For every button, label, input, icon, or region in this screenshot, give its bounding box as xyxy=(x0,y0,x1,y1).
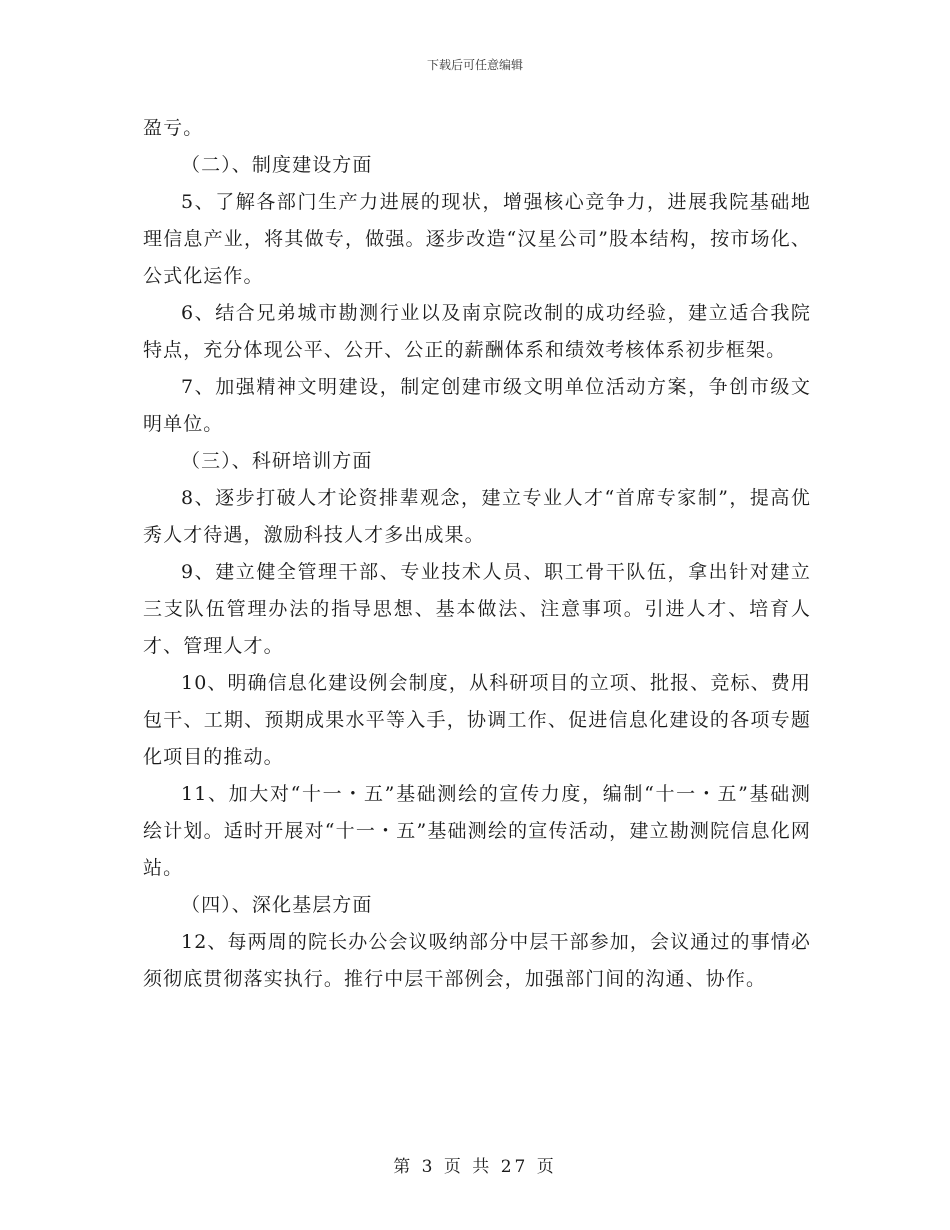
section-heading-3: （三）、科研培训方面 xyxy=(181,450,373,472)
section-heading-2: （二）、制度建设方面 xyxy=(181,154,373,176)
paragraph-item-10: 10、明确信息化建设例会制度，从科研项目的立项、批报、竞标、费用包干、工期、预期成果水平等入手，协调工作、促进信息化建设的各项专题化项目的推动。 xyxy=(143,672,811,768)
paragraph-item-7: 7、加强精神文明建设，制定创建市级文明单位活动方案，争创市级文明单位。 xyxy=(143,376,811,435)
document-body xyxy=(143,110,811,998)
page-header-note: 下载后可任意编辑 xyxy=(426,58,523,72)
page-number: 第 3 页 共 27 页 xyxy=(393,1157,557,1177)
paragraph-item-5: 5、了解各部门生产力进展的现状，增强核心竞争力，进展我院基础地理信息产业，将其做专，做强。逐步改造“汉星公司”股本结构，按市场化、公式化运作。 xyxy=(143,191,811,287)
paragraph-item-12: 12、每两周的院长办公会议吸纳部分中层干部参加，会议通过的事情必须彻底贯彻落实执行。推行中层干部例会，加强部门间的沟通、协作。 xyxy=(143,931,811,990)
section-heading-4: （四）、深化基层方面 xyxy=(181,894,373,916)
paragraph-item-6: 6、结合兄弟城市勘测行业以及南京院改制的成功经验，建立适合我院特点，充分体现公平、公开、公正的薪酬体系和绩效考核体系初步框架。 xyxy=(143,302,811,361)
paragraph-item-11: 11、加大对“十一・五”基础测绘的宣传力度，编制“十一・五”基础测绘计划。适时开展对“十一・五”基础测绘的宣传活动，建立勘测院信息化网站。 xyxy=(143,783,811,879)
paragraph-continuation: 盈亏。 xyxy=(143,117,204,139)
paragraph-item-8: 8、逐步打破人才论资排辈观念，建立专业人才“首席专家制”，提高优秀人才待遇，激励科技人才多出成果。 xyxy=(143,487,811,546)
paragraph-item-9: 9、建立健全管理干部、专业技术人员、职工骨干队伍，拿出针对建立三支队伍管理办法的指导思想、基本做法、注意事项。引进人才、培育人才、管理人才。 xyxy=(143,561,811,657)
